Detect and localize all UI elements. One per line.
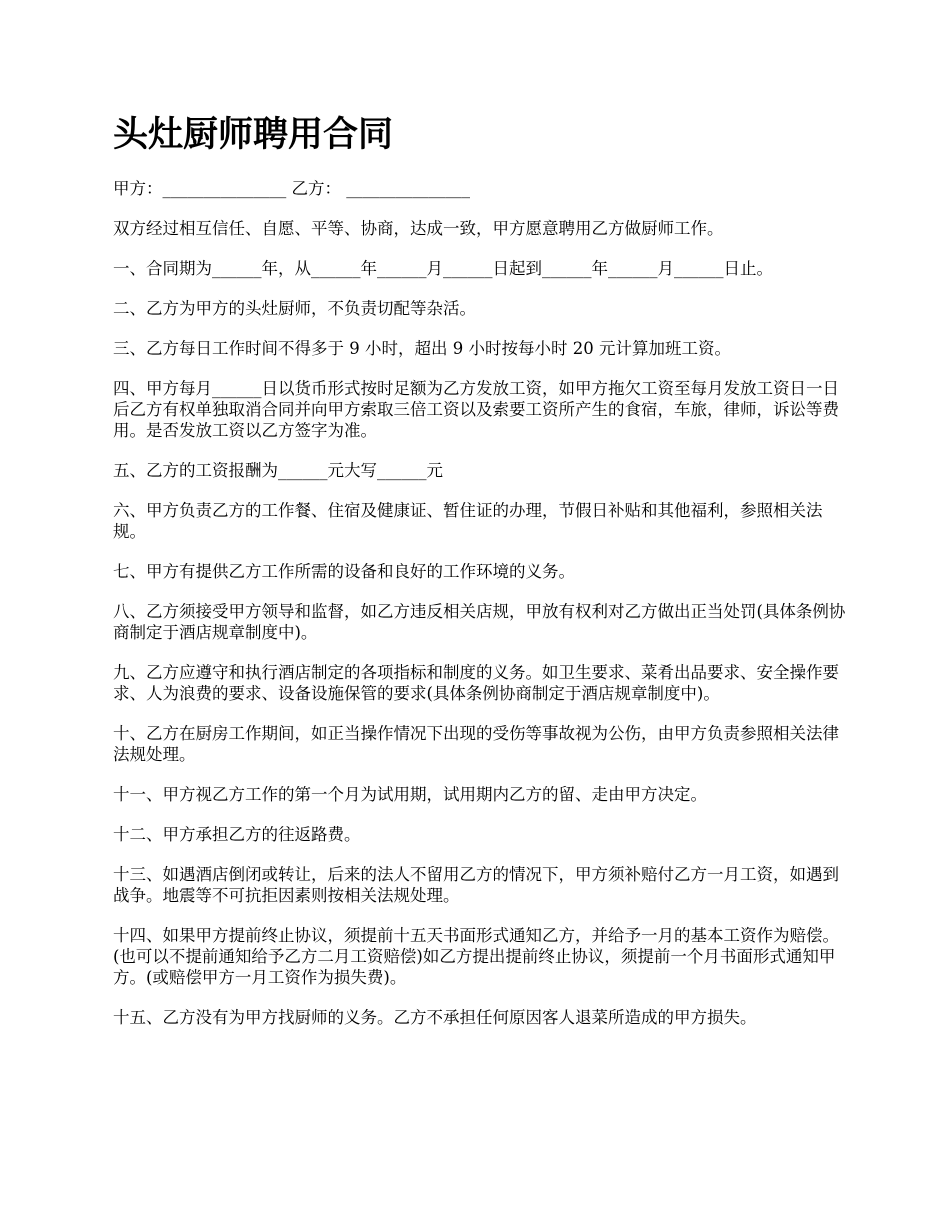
clause-4: 四、甲方每月______日以货币形式按时足额为乙方发放工资，如甲方拖欠工资至每月发放工资日一日后乙方有权单独取消合同并向甲方索取三倍工资以及索要工资所产生的食宿，车旅，律师，诉讼等费用。是否发放工资以乙方签字为准。: [113, 379, 839, 440]
clause-3: 三、乙方每日工作时间不得多于 9 小时，超出 9 小时按每小时 20 元计算加班工资。: [113, 339, 731, 358]
clause-10: 十、乙方在厨房工作期间，如正当操作情况下出现的受伤等事故视为公伤，由甲方负责参照相关法律法规处理。: [113, 724, 839, 764]
clause-1: 一、合同期为______年，从______年______月______日起到______年______月______日止。: [113, 259, 773, 278]
clause-7: 七、甲方有提供乙方工作所需的设备和良好的工作环境的义务。: [113, 562, 575, 581]
clause-9: 九、乙方应遵守和执行酒店制定的各项指标和制度的义务。如卫生要求、菜肴出品要求、安全操作要求、人为浪费的要求、设备设施保管的要求(具体条例协商制定于酒店规章制度中)。: [113, 663, 839, 703]
clause-6: 六、甲方负责乙方的工作餐、住宿及健康证、暂住证的办理，节假日补贴和其他福利，参照相关法规。: [113, 501, 823, 541]
clause-5: 五、乙方的工资报酬为______元大写______元: [113, 461, 443, 480]
parties-line: 甲方：_______________ 乙方： _______________: [113, 179, 470, 198]
clause-13: 十三、如遇酒店倒闭或转让，后来的法人不留用乙方的情况下，甲方须补赔付乙方一月工资，如遇到战争。地震等不可抗拒因素则按相关法规处理。: [113, 865, 839, 905]
contract-page: [113, 110, 853, 1047]
clause-2: 二、乙方为甲方的头灶厨师，不负责切配等杂活。: [113, 299, 476, 318]
clause-15: 十五、乙方没有为甲方找厨师的义务。乙方不承担任何原因客人退菜所造成的甲方损失。: [113, 1008, 757, 1027]
clause-14: 十四、如果甲方提前终止协议，须提前十五天书面形式通知乙方，并给予一月的基本工资作为赔偿。(也可以不提前通知给予乙方二月工资赔偿)如乙方提出提前终止协议，须提前一个月书面形式通知甲方。(或赔偿甲方一月工资作为损失费)。: [113, 926, 839, 987]
clause-12: 十二、甲方承担乙方的往返路费。: [113, 825, 361, 844]
clause-11: 十一、甲方视乙方工作的第一个月为试用期，试用期内乙方的留、走由甲方决定。: [113, 785, 707, 804]
clause-8: 八、乙方须接受甲方领导和监督，如乙方违反相关店规，甲放有权利对乙方做出正当处罚(具体条例协商制定于酒店规章制度中)。: [113, 602, 846, 642]
intro-paragraph: 双方经过相互信任、自愿、平等、协商，达成一致，甲方愿意聘用乙方做厨师工作。: [113, 219, 724, 238]
page-title: 头灶厨师聘用合同: [113, 115, 394, 155]
